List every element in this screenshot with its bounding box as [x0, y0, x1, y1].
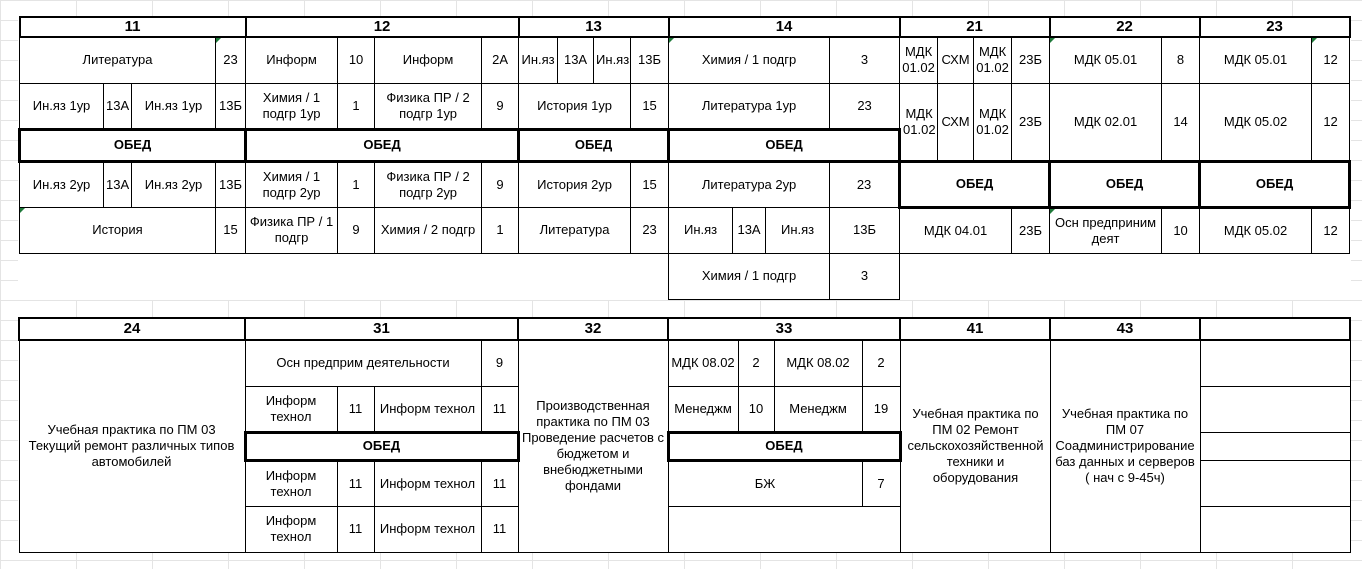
room-cell[interactable]: 9: [482, 161, 519, 207]
subject-cell[interactable]: История 1ур: [519, 83, 631, 129]
subject-cell[interactable]: Информ технол: [245, 460, 337, 506]
empty-cell[interactable]: [1200, 432, 1350, 460]
subject-cell[interactable]: МДК 01.02: [900, 83, 938, 161]
room-cell[interactable]: 13Б: [216, 161, 246, 207]
room-cell[interactable]: 15: [631, 161, 669, 207]
group-header-41: 41: [900, 318, 1050, 340]
subject-cell[interactable]: История: [20, 207, 216, 253]
lunch-cell: ОБЕД: [669, 129, 900, 161]
room-cell[interactable]: 9: [482, 83, 519, 129]
group-header-empty: [1200, 318, 1350, 340]
subject-cell[interactable]: Информ технол: [374, 506, 481, 552]
room-cell[interactable]: 12: [1312, 207, 1350, 253]
room-cell[interactable]: 13Б: [216, 83, 246, 129]
empty-cell[interactable]: [1200, 460, 1350, 506]
room-cell[interactable]: 2: [862, 340, 900, 386]
subject-cell[interactable]: Физика ПР / 2 подгр 2ур: [375, 161, 482, 207]
room-cell[interactable]: 12: [1312, 83, 1350, 161]
group-header-11: 11: [20, 17, 246, 37]
subject-cell[interactable]: Ин.яз 2ур: [20, 161, 104, 207]
subject-cell[interactable]: Химия / 1 подгр 1ур: [246, 83, 338, 129]
practice-cell-41[interactable]: Учебная практика по ПМ 02 Ремонт сельскохозяйственной техники и оборудования: [900, 340, 1050, 552]
room-cell[interactable]: 13А: [104, 161, 132, 207]
room-cell[interactable]: 23: [830, 83, 900, 129]
lunch-cell: ОБЕД: [1050, 161, 1200, 207]
subject-cell[interactable]: Информ технол: [374, 386, 481, 432]
lunch-cell: ОБЕД: [246, 129, 519, 161]
lunch-cell: ОБЕД: [1200, 161, 1350, 207]
subject-cell[interactable]: Химия / 1 подгр: [669, 37, 830, 83]
room-cell[interactable]: 1: [338, 161, 375, 207]
room-cell[interactable]: 23: [830, 161, 900, 207]
subject-cell[interactable]: МДК 05.01: [1050, 37, 1162, 83]
room-cell[interactable]: 14: [1162, 83, 1200, 161]
lunch-cell: ОБЕД: [20, 129, 246, 161]
room-cell[interactable]: 10: [338, 37, 375, 83]
room-cell[interactable]: 13А: [104, 83, 132, 129]
group-header-21: 21: [900, 17, 1050, 37]
practice-cell-32[interactable]: Производственная практика по ПМ 03 Проведение расчетов с бюджетом и внебюджетными фондами: [518, 340, 668, 552]
group-header-13: 13: [519, 17, 669, 37]
practice-cell-43[interactable]: Учебная практика по ПМ 07 Соадминистрирование баз данных и серверов ( нач с 9-45ч): [1050, 340, 1200, 552]
subject-cell[interactable]: Литература 1ур: [669, 83, 830, 129]
subject-cell[interactable]: Информ технол: [374, 460, 481, 506]
room-cell[interactable]: 7: [862, 460, 900, 506]
room-cell[interactable]: 23Б: [1012, 83, 1050, 161]
subject-cell[interactable]: Литература: [20, 37, 216, 83]
room-cell[interactable]: 15: [631, 83, 669, 129]
room-cell[interactable]: 2: [738, 340, 774, 386]
empty-cell[interactable]: [1200, 386, 1350, 432]
lunch-cell: ОБЕД: [519, 129, 669, 161]
subject-cell[interactable]: МДК 01.02: [900, 37, 938, 83]
room-cell[interactable]: 12: [1312, 37, 1350, 83]
room-cell[interactable]: 9: [481, 340, 518, 386]
subject-cell[interactable]: Литература 2ур: [669, 161, 830, 207]
practice-cell-24[interactable]: Учебная практика по ПМ 03 Текущий ремонт различных типов автомобилей: [19, 340, 245, 552]
subject-cell[interactable]: Химия / 1 подгр: [669, 253, 830, 299]
room-cell[interactable]: 8: [1162, 37, 1200, 83]
subject-cell[interactable]: Химия / 2 подгр: [375, 207, 482, 253]
room-cell[interactable]: 1: [338, 83, 375, 129]
lunch-cell: ОБЕД: [900, 161, 1050, 207]
subject-cell[interactable]: МДК 08.02: [668, 340, 738, 386]
room-cell[interactable]: 19: [862, 386, 900, 432]
subject-cell[interactable]: МДК 04.01: [900, 207, 1012, 253]
schedule-grid-bottom: [18, 317, 1351, 553]
subject-cell[interactable]: Информ: [375, 37, 482, 83]
lunch-cell: ОБЕД: [668, 432, 900, 460]
subject-cell[interactable]: Менеджм: [774, 386, 862, 432]
subject-cell[interactable]: МДК 02.01: [1050, 83, 1162, 161]
room-cell[interactable]: 10: [738, 386, 774, 432]
room-cell[interactable]: 3: [830, 37, 900, 83]
subject-cell[interactable]: Ин.яз: [594, 37, 631, 83]
room-cell[interactable]: 13Б: [830, 207, 900, 253]
room-cell[interactable]: 13А: [558, 37, 594, 83]
room-cell[interactable]: 13А: [733, 207, 766, 253]
room-cell[interactable]: 23: [216, 37, 246, 83]
empty-cell[interactable]: [1200, 340, 1350, 386]
group-header-32: 32: [518, 318, 668, 340]
room-cell[interactable]: 9: [338, 207, 375, 253]
subject-cell[interactable]: Ин.яз: [519, 37, 558, 83]
subject-cell[interactable]: БЖ: [668, 460, 862, 506]
lunch-cell: ОБЕД: [245, 432, 518, 460]
group-header-31: 31: [245, 318, 518, 340]
subject-cell[interactable]: Информ: [246, 37, 338, 83]
subject-cell[interactable]: Менеджм: [668, 386, 738, 432]
subject-cell[interactable]: Литература: [519, 207, 631, 253]
group-header-33: 33: [668, 318, 900, 340]
room-cell[interactable]: 11: [337, 386, 374, 432]
room-cell[interactable]: 11: [337, 506, 374, 552]
room-cell[interactable]: 15: [216, 207, 246, 253]
room-cell[interactable]: 23Б: [1012, 37, 1050, 83]
subject-cell[interactable]: История 2ур: [519, 161, 631, 207]
room-cell[interactable]: СХМ: [938, 37, 974, 83]
subject-cell[interactable]: МДК 05.02: [1200, 83, 1312, 161]
group-header-43: 43: [1050, 318, 1200, 340]
room-cell[interactable]: 2А: [482, 37, 519, 83]
subject-cell[interactable]: Осн предприним деят: [1050, 207, 1162, 253]
schedule-grid-top: [18, 16, 1351, 300]
group-header-23: 23: [1200, 17, 1350, 37]
subject-cell[interactable]: МДК 01.02: [974, 37, 1012, 83]
room-cell[interactable]: СХМ: [938, 83, 974, 161]
room-cell[interactable]: 11: [481, 460, 518, 506]
subject-cell[interactable]: Ин.яз: [766, 207, 830, 253]
room-cell[interactable]: 1: [482, 207, 519, 253]
empty-cell[interactable]: [1200, 506, 1350, 552]
subject-cell[interactable]: Ин.яз 2ур: [132, 161, 216, 207]
subject-cell[interactable]: МДК 05.02: [1200, 207, 1312, 253]
subject-cell[interactable]: Физика ПР / 2 подгр 1ур: [375, 83, 482, 129]
subject-cell[interactable]: Ин.яз 1ур: [132, 83, 216, 129]
group-header-24: 24: [19, 318, 245, 340]
group-header-12: 12: [246, 17, 519, 37]
group-header-22: 22: [1050, 17, 1200, 37]
subject-cell[interactable]: Химия / 1 подгр 2ур: [246, 161, 338, 207]
subject-cell[interactable]: Ин.яз: [669, 207, 733, 253]
room-cell[interactable]: 3: [830, 253, 900, 299]
subject-cell[interactable]: МДК 05.01: [1200, 37, 1312, 83]
room-cell[interactable]: 11: [481, 386, 518, 432]
subject-cell[interactable]: МДК 08.02: [774, 340, 862, 386]
room-cell[interactable]: 23: [631, 207, 669, 253]
room-cell[interactable]: 13Б: [631, 37, 669, 83]
empty-area: [20, 253, 669, 299]
room-cell[interactable]: 11: [481, 506, 518, 552]
room-cell[interactable]: 23Б: [1012, 207, 1050, 253]
room-cell[interactable]: 10: [1162, 207, 1200, 253]
subject-cell[interactable]: Осн предприм деятельности: [245, 340, 481, 386]
empty-area: [900, 253, 1350, 299]
subject-cell[interactable]: Информ технол: [245, 386, 337, 432]
empty-cell[interactable]: [668, 506, 900, 552]
subject-cell[interactable]: Информ технол: [245, 506, 337, 552]
room-cell[interactable]: 11: [337, 460, 374, 506]
subject-cell[interactable]: Физика ПР / 1 подгр: [246, 207, 338, 253]
group-header-14: 14: [669, 17, 900, 37]
subject-cell[interactable]: Ин.яз 1ур: [20, 83, 104, 129]
subject-cell[interactable]: МДК 01.02: [974, 83, 1012, 161]
